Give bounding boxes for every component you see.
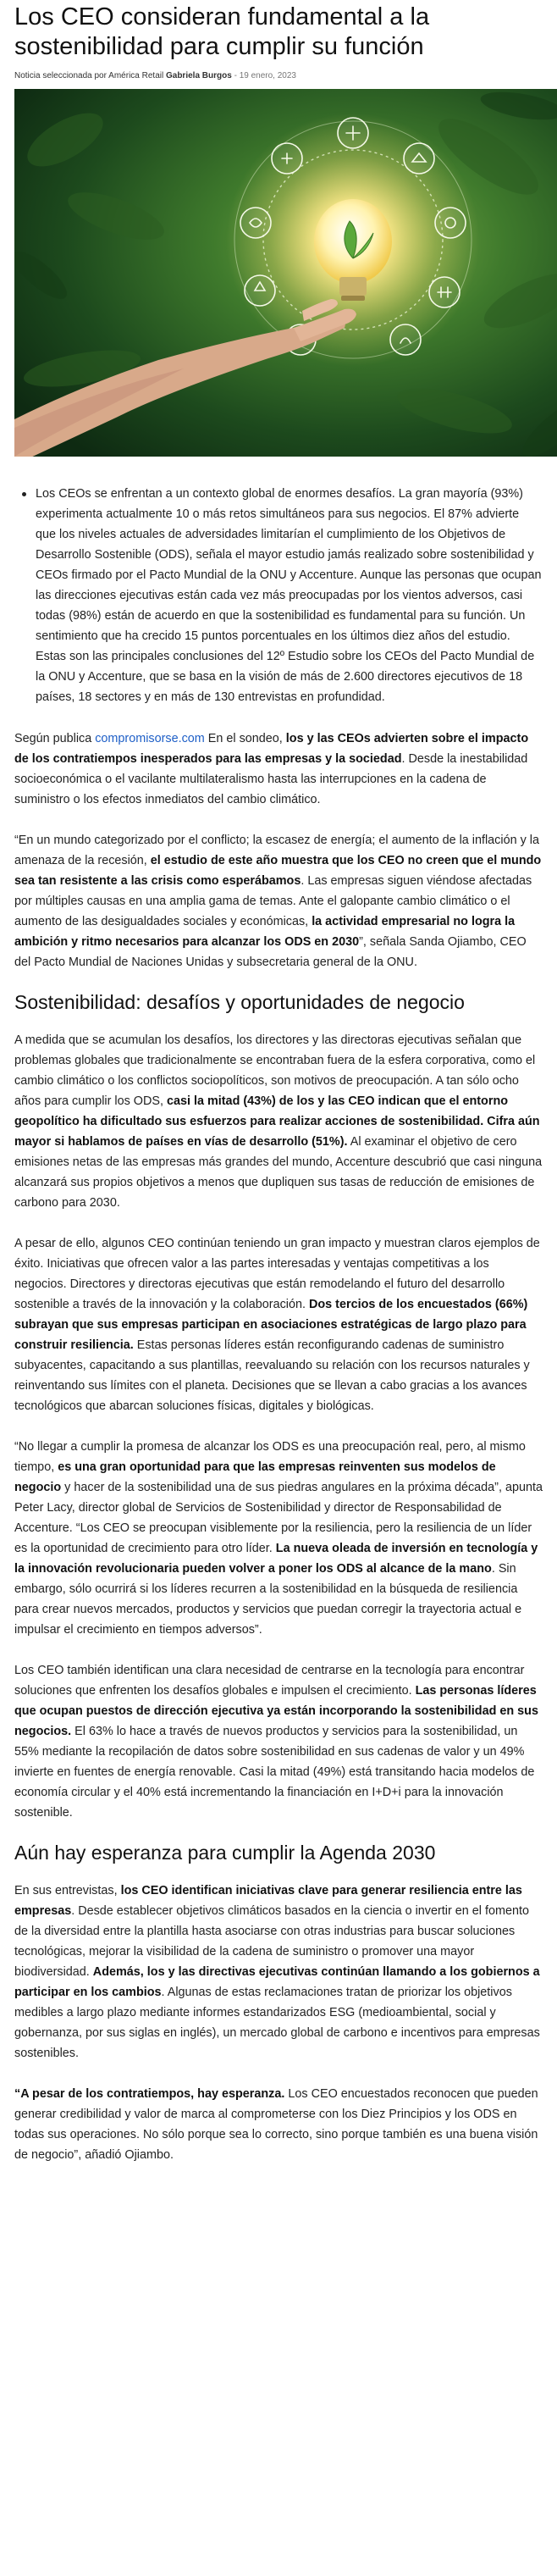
p2-text-c: ”, señala Sanda Ojiambo, CEO del Pacto Mundial de Naciones Unidas y subsecretaria general de la ONU. bbox=[14, 935, 527, 969]
article-meta bbox=[14, 69, 543, 83]
p5-text-c: . Sin embargo, sólo ocurrirá si los líderes recurren a la sostenibilidad en la búsqueda de resiliencia para crear nuevos mercados, productos y servicios que puedan corregir la trayectoria actual e impulsar el crecimiento en tiempos adversos”. bbox=[14, 1562, 522, 1637]
paragraph-8 bbox=[14, 2084, 543, 2165]
p6-bold-1: Las personas líderes que ocupan puestos de dirección ejecutiva ya están incorporando la sostenibilidad en sus negocios. bbox=[14, 1684, 538, 1738]
p2-bold-2: la actividad empresarial no logra la ambición y ritmo necesarios para alcanzar los ODS en 2030 bbox=[14, 915, 516, 949]
p1-text-c: . Desde la inestabilidad socioeconómica o el vacilante multilateralismo hasta las interrupciones en la cadena de suministro o los efectos inmediatos del cambio climático. bbox=[14, 752, 528, 806]
p5-text-a: “No llegar a cumplir la promesa de alcanzar los ODS es una preocupación real, pero, al mismo tiempo, bbox=[14, 1440, 526, 1474]
p2-text-a: “En un mundo categorizado por el conflicto; la escasez de energía; el aumento de la inflación y la amenaza de la recesión, bbox=[14, 834, 539, 867]
p7-text-b: . Desde establecer objetivos climáticos basados en la ciencia o invertir en el fomento de la diversidad entre la plantilla hasta asociarse con otras industrias para buscar soluciones tecnológicas, mejorar la visibilidad de la cadena de suministro o promover una mayor biodiversidad. bbox=[14, 1904, 529, 1979]
p3-text-b: Al examinar el objetivo de cero emisiones netas de las empresas más grandes del mundo, Accenture descubrió que casi ninguna alcanzará sus propios objetivos a menos que dupliquen sus tasas de reducción de emisiones de carbono para 2030. bbox=[14, 1135, 543, 1210]
p6-text-a: Los CEO también identifican una clara necesidad de centrarse en la tecnología para encontrar soluciones que enfrenten los desafíos globales e impulsen el crecimiento. bbox=[14, 1664, 525, 1698]
source-link[interactable]: compromisorse.com bbox=[95, 732, 205, 745]
p6-text-b: El 63% lo hace a través de nuevos productos y servicios para la sostenibilidad, un 55% mediante la recopilación de datos sobre sostenibilidad en sus cadenas de valor y un 49% invierte en fuentes de energía renovable. Casi la mitad (49%) está transitando hacia modelos de economía circular y el 40% está incrementando la financiación en I+D+i para la innovación sostenible. bbox=[14, 1725, 535, 1820]
p1-bold: los y las CEOs advierten sobre el impacto de los contratiempos inesperados para las empresas y la sociedad bbox=[14, 732, 529, 766]
section-heading-1: Sostenibilidad: desafíos y oportunidades de negocio bbox=[14, 991, 465, 1013]
p3-text-a: A medida que se acumulan los desafíos, los directores y las directoras ejecutivas señalan que problemas globales que tradicionalmente se encontraban fuera de la esfera corporativa, como el cambio climático o los conflictos sociopolíticos, son motivos de preocupación. A tan sólo ocho años para cumplir los ODS, bbox=[14, 1033, 536, 1108]
p7-bold-1: los CEO identifican iniciativas clave para generar resiliencia entre las empresas bbox=[14, 1884, 522, 1918]
p4-text-b: Estas personas líderes están reconfigurando cadenas de suministro subyacentes, capacitando a sus plantillas, reevaluando su relación con los recursos naturales y reinventando sus límites con el planeta. Decisiones que se llevan a cabo gracias a los avances tecnológicos que abarcan soluciones físicas, digitales y biológicas. bbox=[14, 1338, 530, 1413]
paragraph-7 bbox=[14, 1881, 543, 2064]
p1-text-b: En el sondeo, bbox=[204, 732, 286, 745]
paragraph-1 bbox=[14, 728, 543, 810]
p7-text-c: . Algunas de estas reclamaciones tratan de priorizar los objetivos medibles a largo plazo mediante informes estandarizados ESG (medioambiental, social y gobernanza, por sus siglas en inglés), un mercado global de carbono e incentivos para empresas sostenibles. bbox=[14, 1986, 540, 2060]
p7-bold-2: Además, los y las directivas ejecutivas continúan llamando a los gobiernos a participar en los cambios bbox=[14, 1965, 540, 1999]
p8-bold-1: “A pesar de los contratiempos, hay esperanza. bbox=[14, 2087, 285, 2101]
paragraph-6 bbox=[14, 1660, 543, 1823]
paragraph-2 bbox=[14, 830, 543, 972]
section-heading-2: Aún hay esperanza para cumplir la Agenda 2030 bbox=[14, 1842, 436, 1864]
p7-text-a: En sus entrevistas, bbox=[14, 1884, 121, 1897]
intro-bullet-item: Los CEOs se enfrentan a un contexto global de enormes desafíos. La gran mayoría (93%) experimenta actualmente 10 o más retos simultáneos para sus negocios. El 87% advierte que los niveles actuales de adversidades limitarían el cumplimiento de los Objetivos de Desarrollo Sostenible (ODS), señala el mayor estudio jamás realizado sobre sostenibilidad y CEOs firmado por el Pacto Mundial de la ONU y Accenture. Aunque las personas que ocupan las direcciones ejecutivas están cada vez más preocupadas por los vientos adversos, casi todas (98%) están de acuerdo en que la sostenibilidad es fundamental para su función. Un sentimiento que ha crecido 15 puntos porcentuales en los últimos diez años del estudio. Estas son las principales conclusiones del 12º Estudio sobre los CEOs del Pacto Mundial de la ONU y Accenture, que se basa en la visión de más de 2.600 directores ejecutivos de 18 países, 18 sectores y en más de 130 entrevistas en profundidad. bbox=[30, 484, 543, 707]
hero-image bbox=[14, 89, 557, 457]
p3-bold-1: casi la mitad (43%) de los y las CEO indican que el entorno geopolítico ha dificultado sus esfuerzos para realizar acciones de sostenibilidad. Cifra aún mayor si hablamos de países en vías de desarrollo (51%). bbox=[14, 1094, 540, 1149]
meta-selected-by: Noticia seleccionada por América Retail bbox=[14, 71, 164, 80]
p8-text-a: Los CEO encuestados reconocen que pueden generar credibilidad y valor de marca al comprometerse con los Diez Principios y los ODS en todas sus operaciones. No sólo porque sea lo correcto, sino porque también es una buena visión de negocio”, añadió Ojiambo. bbox=[14, 2087, 538, 2162]
p2-text-b: . Las empresas siguen viéndose afectadas por múltiples causas en una amplia gama de temas. Ante el galopante cambio climático o el aumento de las desigualdades sociales y económicas, bbox=[14, 874, 532, 928]
article-title: Los CEO consideran fundamental a la sostenibilidad para cumplir su función bbox=[14, 3, 430, 60]
p4-bold-1: Dos tercios de los encuestados (66%) subrayan que sus empresas participan en asociaciones estratégicas de largo plazo para construir resiliencia. bbox=[14, 1298, 528, 1352]
p5-bold-1: es una gran oportunidad para que las empresas reinventen sus modelos de negocio bbox=[14, 1460, 496, 1494]
p5-text-b: y hacer de la sostenibilidad una de sus piedras angulares en la próxima década”, apunta Peter Lacy, director global de Servicios de Sostenibilidad y director de Responsabilidad de Accenture. “Los CEO se preocupan visiblemente por la resiliencia, pero la resiliencia de un líder es la oportunidad de crecimiento para otro líder. bbox=[14, 1481, 543, 1555]
p2-bold-1: el estudio de este año muestra que los CEO no creen que el mundo sea tan resistente a las crisis como esperábamos bbox=[14, 854, 542, 888]
paragraph-3 bbox=[14, 1030, 543, 1213]
paragraph-4 bbox=[14, 1233, 543, 1416]
hero-illustration bbox=[14, 89, 557, 457]
p4-text-a: A pesar de ello, algunos CEO continúan teniendo un gran impacto y muestran claros ejemplos de éxito. Iniciativas que ofrecen valor a las partes interesadas y ventajas competitivas a los negocios. Directores y directoras ejecutivas que están remodelando el futuro del desarrollo sostenible a través de la innovación y la colaboración. bbox=[14, 1237, 540, 1311]
paragraph-5 bbox=[14, 1437, 543, 1640]
intro-bullet-list bbox=[14, 484, 543, 707]
p1-text-a: Según publica bbox=[14, 732, 96, 745]
article-date: 19 enero, 2023 bbox=[239, 71, 296, 80]
p5-bold-2: La nueva oleada de inversión en tecnología y la innovación revolucionaria pueden volver a poner los ODS al alcance de la mano bbox=[14, 1542, 538, 1576]
meta-separator: - bbox=[231, 71, 240, 80]
author-link[interactable]: Gabriela Burgos bbox=[165, 71, 232, 80]
